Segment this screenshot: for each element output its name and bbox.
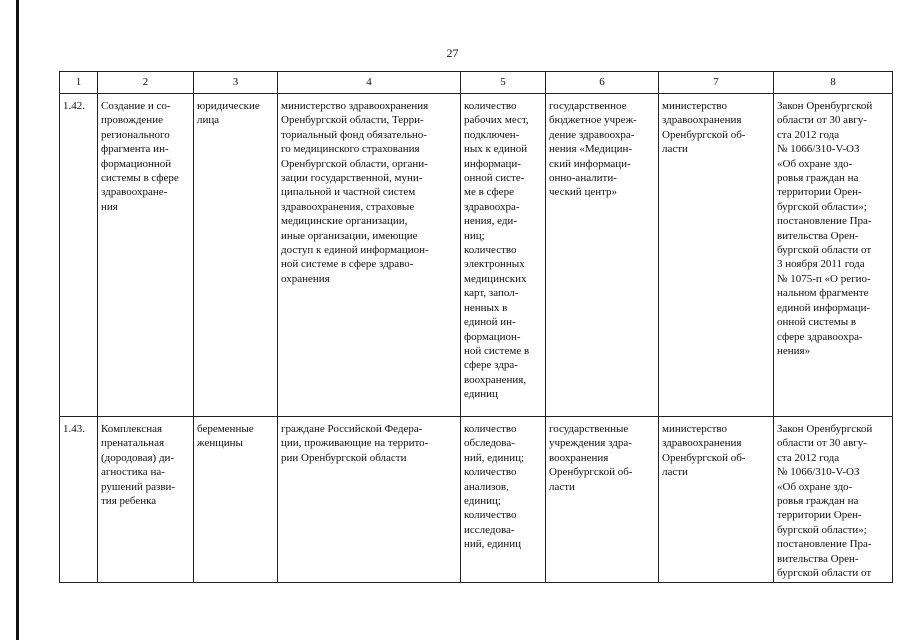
consumer-category: беременные женщины xyxy=(194,417,278,583)
column-header: 4 xyxy=(278,72,461,94)
indicators: количество обследова- ний, единиц; количество анализов, единиц; количество исследова- ний, единиц xyxy=(461,417,546,583)
column-header: 5 xyxy=(461,72,546,94)
page-number: 27 xyxy=(446,46,459,60)
responsible-authority: министерство здравоохранения Оренбургской об- ласти xyxy=(659,417,774,583)
indicators: количество рабочих мест, подключен- ных к единой информаци- онной систе- ме в сфере здравоохра- нения, еди- ниц; количество электронных медицинских карт, запол- ненных в единой ин- формацион- ной системе в сфере здра- воохранения, единиц xyxy=(461,94,546,417)
services-table xyxy=(59,71,893,583)
participants: министерство здравоохранения Оренбургской области, Терри- ториальный фонд обязательно- го медицинского страхования Оренбургской области, органи- зации государственной, муни- ципальной и частной систем здравоохранения, страховые медицинские организации, иные организации, имеющие доступ к единой информацион- ной системе в сфере здраво- охранения xyxy=(278,94,461,417)
service-provider: государственное бюджетное учреж- дение здравоохра- нения «Медицин- ский информаци- онно-аналити- ческий центр» xyxy=(546,94,659,417)
scan-edge-border xyxy=(16,0,19,640)
legal-basis: Закон Оренбургской области от 30 авгу- ста 2012 года № 1066/310-V-ОЗ «Об охране здо- ровья граждан на территории Орен- бургской области»; постановление Пра- вительства Орен- бургской области от 3 ноября 2011 года № 1075-п «О регио- нальном фрагменте единой информаци- онной системы в сфере здравоохра- нения» xyxy=(774,94,893,417)
responsible-authority: министерство здравоохранения Оренбургской об- ласти xyxy=(659,94,774,417)
table-row xyxy=(60,94,893,417)
table-row xyxy=(60,417,893,583)
table-header-row xyxy=(60,72,893,94)
service-name: Создание и со- провождение регионального фрагмента ин- формационной системы в сфере здравоохране- ния xyxy=(98,94,194,417)
service-provider: государственные учреждения здра- воохранения Оренбургской об- ласти xyxy=(546,417,659,583)
service-name: Комплексная пренатальная (дородовая) ди- агностика на- рушений разви- тия ребенка xyxy=(98,417,194,583)
column-header: 2 xyxy=(98,72,194,94)
row-number: 1.42. xyxy=(60,94,98,417)
column-header: 6 xyxy=(546,72,659,94)
consumer-category: юридические лица xyxy=(194,94,278,417)
legal-basis: Закон Оренбургской области от 30 авгу- ста 2012 года № 1066/310-V-ОЗ «Об охране здо- ровья граждан на территории Орен- бургской области»; постановление Пра- вительства Орен- бургской области от xyxy=(774,417,893,583)
column-header: 7 xyxy=(659,72,774,94)
column-header: 8 xyxy=(774,72,893,94)
row-number: 1.43. xyxy=(60,417,98,583)
column-header: 3 xyxy=(194,72,278,94)
column-header: 1 xyxy=(60,72,98,94)
participants: граждане Российской Федера- ции, проживающие на террито- рии Оренбургской области xyxy=(278,417,461,583)
